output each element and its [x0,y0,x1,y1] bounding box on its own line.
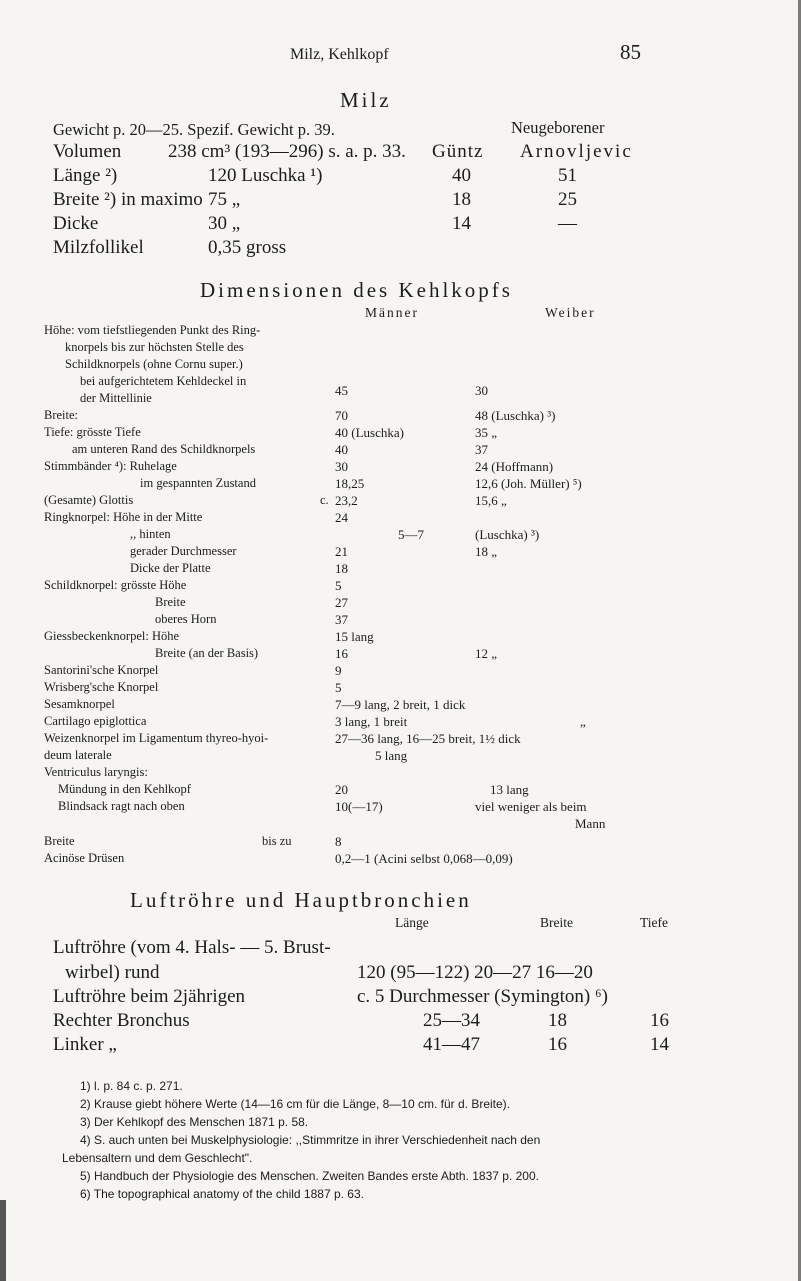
kehlkopf-label: knorpels bis zur höchsten Stelle des [65,340,244,354]
kehlkopf-label: im gespannten Zustand [140,476,256,490]
kehlkopf-label: Schildknorpels (ohne Cornu super.) [65,357,243,371]
milz-row-label: Länge ²) [53,165,118,186]
weiber-value: 35 „ [475,425,498,440]
kehlkopf-label: der Mittellinie [80,391,152,405]
col-breite: Breite [540,915,573,930]
maenner-value: 21 [335,544,348,559]
maenner-value: 15 lang [335,629,374,644]
maenner-value: 20 [335,782,348,797]
footnote: 5) Handbuch der Physiologie des Menschen. Zweiten Bandes erste Abth. 1837 p. 200. [80,1169,539,1183]
luftroehre-row-value: c. 5 Durchmesser (Symington) ⁶) [357,986,608,1007]
kehlkopf-label: Schildknorpel: grösste Höhe [44,578,187,592]
kehlkopf-label: deum laterale [44,748,112,762]
kehlkopf-label: Höhe: vom tiefstliegenden Punkt des Ring- [44,323,261,337]
maenner-value: 0,2—1 (Acini selbst 0,068—0,09) [335,851,513,866]
luftroehre-row-laenge: 25—34 [423,1010,480,1031]
footnote: 4) S. auch unten bei Muskelphysiologie: ,,Stimmritze in ihrer Verschiedenheit nach den [80,1133,541,1147]
milz-row-arnovljevic: — [558,213,577,234]
milz-row-label: Volumen [53,141,122,162]
luftroehre-row-laenge: 41—47 [423,1034,480,1055]
maenner-value: 70 [335,408,348,423]
weiber-value: 37 [475,442,488,457]
milz-row-label: Breite ²) in maximo [53,189,203,210]
maenner-value: 23,2 [335,493,358,508]
milz-col-arnovljevic: Arnovljevic [520,141,633,162]
kehlkopf-label: Breite (an der Basis) [155,646,259,660]
maenner-value: 37 [335,612,348,627]
footnote: 6) The topographical anatomy of the child 1887 p. 63. [80,1187,364,1201]
luftroehre-row-tiefe: 14 [650,1034,669,1055]
bis-zu-label: bis zu [262,834,292,848]
kehlkopf-label: Breite [155,595,186,609]
luftroehre-row-label: Luftröhre beim 2jährigen [53,986,246,1007]
maenner-value: 18,25 [335,476,365,491]
kehlkopf-label: Sesamknorpel [44,697,115,711]
kehlkopf-col-weiber: Weiber [545,305,596,320]
weiber-value: (Luschka) ³) [475,527,540,542]
footnote: 1) l. p. 84 c. p. 271. [80,1079,183,1093]
kehlkopf-label: (Gesamte) Glottis [44,493,134,507]
luftroehre-row-value: 120 (95—122) 20—27 16—20 [357,962,593,983]
kehlkopf-label: Breite [44,834,75,848]
maenner-value: 3 lang, 1 breit [335,714,408,729]
kehlkopf-label: ,, hinten [130,527,171,541]
milz-row-arnovljevic: 25 [558,189,577,210]
footnote: 2) Krause giebt höhere Werte (14—16 cm für die Länge, 8—10 cm. für d. Breite). [80,1097,510,1111]
maenner-value: 9 [335,663,342,678]
luftroehre-row-label: Luftröhre (vom 4. Hals- — 5. Brust- [53,937,331,958]
maenner-value: 30 [335,459,348,474]
weiber-value: 12 „ [475,646,498,661]
glottis-c-label: c. [320,493,329,507]
milz-gewicht: Gewicht p. 20—25. Spezif. Gewicht p. 39. [53,120,335,139]
milz-row-arnovljevic: 51 [558,165,577,186]
milz-row-value: 75 „ [208,189,241,210]
kehlkopf-label: Dicke der Platte [130,561,211,575]
milz-row-label: Dicke [53,213,99,234]
milz-row-value: 30 „ [208,213,241,234]
milz-row-value: 120 Luschka ¹) [208,165,323,186]
footnote: 3) Der Kehlkopf des Menschen 1871 p. 58. [80,1115,309,1129]
luftroehre-row-label: Linker „ [53,1034,117,1055]
weiber-value: 18 „ [475,544,498,559]
milz-row-label: Milzfollikel [53,237,144,258]
maenner-value: 24 [335,510,348,525]
kehlkopf-title: Dimensionen des Kehlkopfs [200,278,513,302]
milz-row-guentz: 40 [452,165,471,186]
maenner-value: 7—9 lang, 2 breit, 1 dick [335,697,466,712]
milz-row-value: 238 cm³ (193—296) s. a. p. 33. [168,141,406,162]
kehlkopf-label: Mündung in den Kehlkopf [58,782,191,796]
maenner-value: 27—36 lang, 16—25 breit, 1½ dick [335,731,521,746]
milz-row-value: 0,35 gross [208,237,287,258]
kehlkopf-label: Wrisberg'sche Knorpel [44,680,159,694]
luftroehre-row-label: Rechter Bronchus [53,1010,190,1031]
maenner-value: 5 [335,578,342,593]
maenner-value: 5 [335,680,342,695]
luftroehre-row-label: wirbel) rund [65,962,160,983]
weiber-value: 12,6 (Joh. Müller) ⁵) [475,476,582,491]
maenner-value: 18 [335,561,348,576]
milz-col-header: Neugeborener [511,118,605,137]
maenner-value: 16 [335,646,348,661]
kehlkopf-label: Ventriculus laryngis: [44,765,148,779]
maenner-value: 45 [335,383,348,398]
weiber-value: Mann [575,816,606,831]
kehlkopf-label: Acinöse Drüsen [44,851,125,865]
page-number: 85 [620,40,641,64]
maenner-value: 40 (Luschka) [335,425,404,440]
weiber-value: 24 (Hoffmann) [475,459,554,474]
kehlkopf-label: Tiefe: grösste Tiefe [44,425,141,439]
weiber-value: 13 lang [490,782,529,797]
weiber-value: 15,6 „ [475,493,507,508]
col-tiefe: Tiefe [640,915,669,930]
kehlkopf-label: am unteren Rand des Schildknorpels [72,442,256,456]
milz-row-guentz: 18 [452,189,471,210]
luftroehre-row-breite: 18 [548,1010,567,1031]
weiber-value: 48 (Luschka) ³) [475,408,556,423]
maenner-value: 10(—17) [335,799,383,814]
weiber-value: „ [580,714,586,729]
kehlkopf-label: Giessbeckenknorpel: Höhe [44,629,180,643]
kehlkopf-label: gerader Durchmesser [130,544,237,558]
maenner-value: 5—7 [398,527,424,542]
luftroehre-row-tiefe: 16 [650,1010,669,1031]
kehlkopf-label: Cartilago epiglottica [44,714,147,728]
luftroehre-row-breite: 16 [548,1034,567,1055]
running-header: Milz, Kehlkopf [290,46,389,63]
luftroehre-title: Luftröhre und Hauptbronchien [130,888,472,912]
kehlkopf-label: Santorini'sche Knorpel [44,663,159,677]
milz-row-guentz: 14 [452,213,471,234]
maenner-value: 40 [335,442,348,457]
weiber-value: 30 [475,383,488,398]
page-corner-mark [0,1200,6,1281]
footnote: Lebensaltern und dem Geschlecht". [62,1151,253,1165]
kehlkopf-label: Breite: [44,408,79,422]
maenner-value: 8 [335,834,342,849]
maenner-value: 5 lang [375,748,408,763]
col-laenge: Länge [395,915,429,930]
kehlkopf-label: Blindsack ragt nach oben [58,799,185,813]
milz-title: Milz [340,88,392,112]
kehlkopf-col-maenner: Männer [365,305,419,320]
kehlkopf-label: bei aufgerichtetem Kehldeckel in [80,374,247,388]
maenner-value: 27 [335,595,348,610]
kehlkopf-label: Ringknorpel: Höhe in der Mitte [44,510,203,524]
milz-col-guentz: Güntz [432,141,484,162]
kehlkopf-label: Weizenknorpel im Ligamentum thyreo-hyoi- [44,731,269,745]
weiber-value: viel weniger als beim [475,799,587,814]
kehlkopf-label: Stimmbänder ⁴): Ruhelage [44,459,177,473]
kehlkopf-label: oberes Horn [155,612,217,626]
